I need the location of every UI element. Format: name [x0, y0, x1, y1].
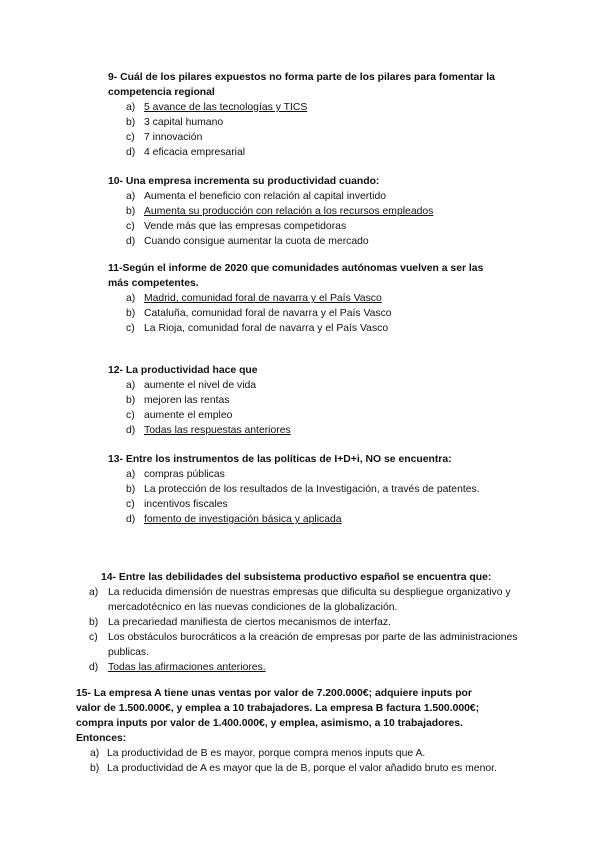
option-b: [108, 204, 528, 219]
option-letter: b): [126, 206, 136, 217]
option-text: Todas las afirmaciones anteriores.: [108, 662, 266, 673]
option-letter: a): [126, 469, 136, 480]
option-letter: c): [89, 632, 98, 643]
option-text: 5 avance de las tecnologías y TICS: [144, 102, 308, 113]
option-letter: d): [89, 662, 99, 673]
option-b: [108, 115, 528, 130]
title-line: 11-Según el informe de 2020 que comunidades autónomas vuelven a ser las: [108, 263, 484, 274]
option-text: aumente el nivel de vida: [144, 380, 257, 391]
option-letter: a): [89, 587, 99, 598]
option-a: [108, 291, 528, 306]
question-11: [108, 261, 528, 336]
option-b: [89, 615, 529, 630]
option-letter: b): [126, 117, 136, 128]
option-c: [108, 219, 528, 234]
option-text: Madrid, comunidad foral de navarra y el País Vasco: [144, 293, 382, 304]
option-text: La precariedad manifiesta de ciertos mecanismos de interfaz.: [108, 617, 391, 628]
option-a: [108, 189, 528, 204]
option-text: incentivos fiscales: [144, 499, 228, 510]
question-10: [108, 174, 528, 249]
option-letter: a): [126, 293, 136, 304]
option-text: La productividad de B es mayor, porque compra menos inputs que A.: [107, 748, 426, 759]
option-text: La Rioja, comunidad foral de navarra y el País Vasco: [144, 323, 389, 334]
option-b: [108, 393, 528, 408]
option-letter: b): [89, 617, 99, 628]
question-9: [108, 70, 528, 160]
title-line: 10- Una empresa incrementa su productividad cuando:: [108, 176, 380, 187]
option-c: [108, 497, 528, 512]
option-letter: d): [126, 425, 136, 436]
option-a: [108, 467, 528, 482]
option-letter: b): [126, 308, 136, 319]
option-list: [108, 100, 528, 160]
option-d: [108, 145, 528, 160]
question-title: [76, 686, 536, 746]
title-line: Entonces:: [76, 733, 127, 744]
option-list: [108, 467, 528, 527]
option-text: mejoren las rentas: [144, 395, 230, 406]
option-d: [108, 234, 528, 249]
option-text: 3 capital humano: [144, 117, 224, 128]
option-letter: b): [126, 484, 136, 495]
option-letter: a): [126, 380, 136, 391]
option-letter: c): [126, 221, 135, 232]
title-line: más competentes.: [108, 278, 199, 289]
title-line: competencia regional: [108, 87, 215, 98]
question-title: [89, 570, 529, 585]
title-line: compra inputs por valor de 1.400.000€, y emplea, asimismo, a 10 trabajadores.: [76, 718, 463, 729]
option-text: 4 eficacia empresarial: [144, 147, 246, 158]
question-title: [108, 261, 528, 291]
option-letter: c): [126, 410, 135, 421]
question-title: [108, 363, 528, 378]
option-c: [108, 130, 528, 145]
question-13: [108, 452, 528, 527]
option-b: [108, 306, 528, 321]
option-a: [108, 100, 528, 115]
option-c: [89, 630, 529, 660]
option-text: compras públicas: [144, 469, 225, 480]
option-a: [108, 378, 528, 393]
option-list: [108, 189, 528, 249]
option-text: Todas las respuestas anteriores: [144, 425, 291, 436]
title-line: 12- La productividad hace que: [108, 365, 258, 376]
title-line: 13- Entre los instrumentos de las políticas de I+D+i, NO se encuentra:: [108, 454, 452, 465]
option-letter: d): [126, 147, 136, 158]
option-letter: b): [126, 395, 136, 406]
question-12: [108, 363, 528, 438]
option-letter: a): [90, 748, 100, 759]
option-text: La reducida dimensión de nuestras empresas que dificulta su despliegue organizativo y mercadotécnico en las nuevas condiciones de la globalización.: [108, 587, 511, 613]
option-text: 7 innovación: [144, 132, 203, 143]
option-b: [108, 482, 528, 497]
option-letter: c): [126, 499, 135, 510]
question-title: [108, 174, 528, 189]
option-text: La productividad de A es mayor que la de B, porque el valor añadido bruto es menor.: [107, 763, 497, 774]
option-text: Aumenta el beneficio con relación al capital invertido: [144, 191, 387, 202]
option-d: [108, 512, 528, 527]
option-text: Cataluña, comunidad foral de navarra y el País Vasco: [144, 308, 392, 319]
option-c: [108, 321, 528, 336]
option-letter: b): [90, 763, 100, 774]
option-text: La protección de los resultados de la Investigación, a través de patentes.: [144, 484, 480, 495]
question-title: [108, 70, 528, 100]
title-line: 9- Cuál de los pilares expuestos no forma parte de los pilares para fomentar la: [108, 72, 495, 83]
option-text: Cuando consigue aumentar la cuota de mercado: [144, 236, 369, 247]
option-a: [89, 585, 529, 615]
option-list: [108, 378, 528, 438]
question-title: [108, 452, 528, 467]
option-letter: c): [126, 323, 135, 334]
option-letter: d): [126, 514, 136, 525]
question-15: [76, 686, 536, 776]
option-b: [76, 761, 536, 776]
option-letter: a): [126, 191, 136, 202]
option-d: [89, 660, 529, 675]
option-a: [76, 746, 536, 761]
question-14: [89, 570, 529, 675]
option-text: fomento de investigación básica y aplicada: [144, 514, 342, 525]
option-list: [76, 746, 536, 776]
option-text: aumente el empleo: [144, 410, 233, 421]
option-c: [108, 408, 528, 423]
option-letter: a): [126, 102, 136, 113]
option-text: Los obstáculos burocráticos a la creación de empresas por parte de las administraciones publicas.: [108, 632, 518, 658]
option-list: [89, 585, 529, 675]
title-line: 14- Entre las debilidades del subsistema productivo español se encuentra que:: [101, 572, 492, 583]
option-d: [108, 423, 528, 438]
title-line: valor de 1.500.000€, y emplea a 10 trabajadores. La empresa B factura 1.500.000€;: [76, 703, 480, 714]
title-line: 15- La empresa A tiene unas ventas por valor de 7.200.000€; adquiere inputs por: [76, 688, 472, 699]
option-list: [108, 291, 528, 336]
option-text: Vende más que las empresas competidoras: [144, 221, 347, 232]
option-letter: d): [126, 236, 136, 247]
option-text: Aumenta su producción con relación a los recursos empleados: [144, 206, 434, 217]
option-letter: c): [126, 132, 135, 143]
